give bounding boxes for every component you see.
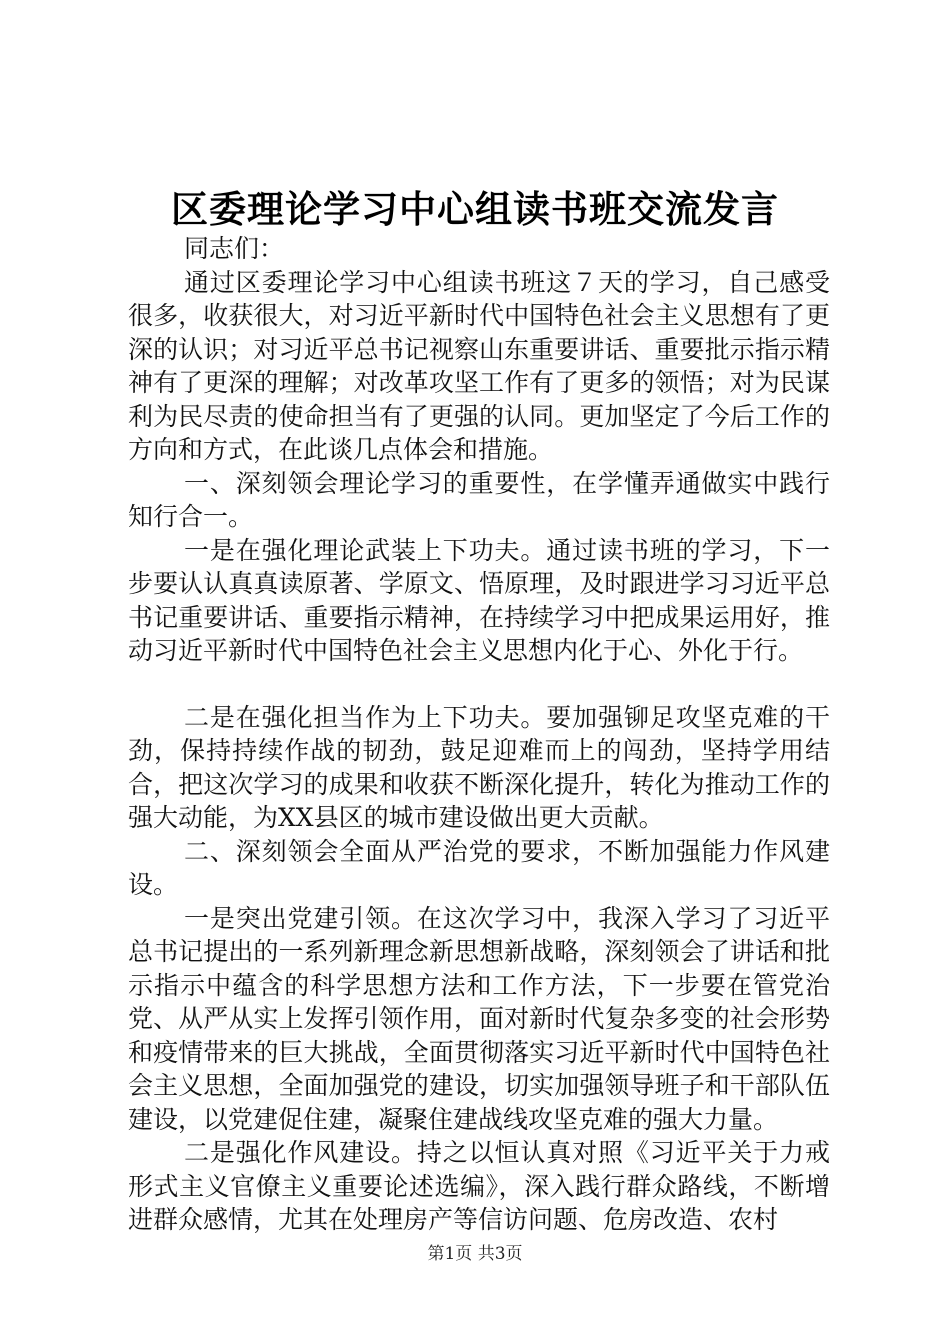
salutation-paragraph: 同志们： bbox=[184, 234, 285, 263]
section-2-point-1: 一是突出党建引领。在这次学习中，我深入学习了习近平总书记提出的一系列新理念新思想新战略，深刻领会了讲话和批示指示中蕴含的科学思想方法和工作方法，下一步要在管党治党、从严从实上发挥引领作用，面对新时代复杂多变的社会形势和疫情带来的巨大挑战，全面贯彻落实习近平新时代中国特色社会主义思想，全面加强党的建设，切实加强领导班子和干部队伍建设，以党建促住建，凝聚住建战线攻坚克难的强大力量。 bbox=[128, 903, 830, 1134]
section-1-point-2: 二是在强化担当作为上下功夫。要加强铆足攻坚克难的干劲，保持持续作战的韧劲，鼓足迎难而上的闯劲，坚持学用结合，把这次学习的成果和收获不断深化提升，转化为推动工作的强大动能，为XX县区的城市建设做出更大贡献。 bbox=[128, 702, 830, 832]
section-heading-2: 二、深刻领会全面从严治党的要求，不断加强能力作风建设。 bbox=[128, 836, 830, 899]
section-heading-1: 一、深刻领会理论学习的重要性，在学懂弄通做实中践行知行合一。 bbox=[128, 468, 830, 531]
section-2-point-2: 二是强化作风建设。持之以恒认真对照《习近平关于力戒形式主义官僚主义重要论述选编》，深入践行群众路线，不断增进群众感情，尤其在处理房产等信访问题、危房改造、农村 bbox=[128, 1138, 830, 1234]
intro-paragraph: 通过区委理论学习中心组读书班这７天的学习，自己感受很多，收获很大，对习近平新时代中国特色社会主义思想有了更深的认识；对习近平总书记视察山东重要讲话、重要批示指示精神有了更深的理解；对改革攻坚工作有了更多的领悟；对为民谋利为民尽责的使命担当有了更强的认同。更加坚定了今后工作的方向和方式，在此谈几点体会和措施。 bbox=[128, 267, 830, 464]
page-footer: 第1页 共3页 bbox=[427, 1244, 523, 1264]
document-title: 区委理论学习中心组读书班交流发言 bbox=[171, 187, 779, 231]
document-body bbox=[128, 232, 830, 1237]
section-1-point-1: 一是在强化理论武装上下功夫。通过读书班的学习，下一步要认认真真读原著、学原文、悟原理，及时跟进学习习近平总书记重要讲话、重要指示精神，在持续学习中把成果运用好，推动习近平新时代中国特色社会主义思想内化于心、外化于行。 bbox=[128, 535, 830, 665]
